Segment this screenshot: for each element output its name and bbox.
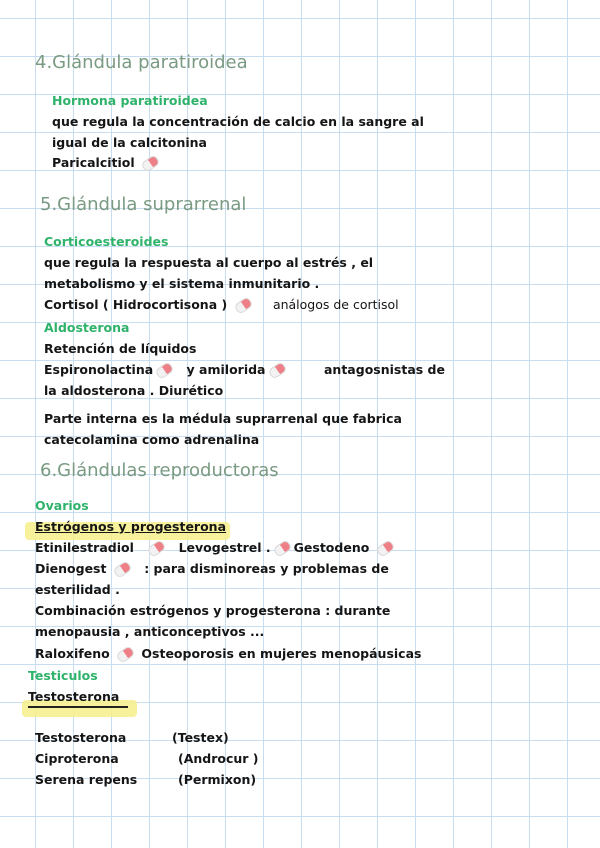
drug-name: Espironolactina <box>44 362 154 377</box>
text-line: metabolismo y el sistema inmunitario . <box>44 276 320 291</box>
drug-name: Raloxifeno <box>35 646 110 661</box>
text-line: menopausia , anticonceptivos ... <box>35 624 265 639</box>
table-name: Testosterona <box>35 730 127 745</box>
hormone-label: Testosterona <box>28 689 120 704</box>
organ-label: Testiculos <box>28 668 98 683</box>
text-note: Osteoporosis en mujeres menopáusicas <box>141 646 422 661</box>
hormone-label: Aldosterona <box>44 320 130 335</box>
drug-line <box>44 362 289 377</box>
hormone-label: Estrógenos y progesterona <box>35 519 227 534</box>
drug-name: Etinilestradiol <box>35 540 134 555</box>
section-title-reproductoras: 6.Glándulas reproductoras <box>40 460 279 481</box>
table-name: Ciproterona <box>35 751 119 766</box>
pill-icon <box>267 361 287 380</box>
drug-name: Cortisol ( Hidrocortisona ) <box>44 297 228 312</box>
drug-line <box>52 155 162 170</box>
hormone-label: Hormona paratiroidea <box>52 93 208 108</box>
text-line: catecolamina como adrenalina <box>44 432 260 447</box>
pill-icon <box>115 645 135 664</box>
text-line: igual de la calcitonina <box>52 135 207 150</box>
pill-icon <box>147 539 167 558</box>
pill-icon <box>155 361 175 380</box>
drug-line <box>35 646 421 661</box>
drug-name: Dienogest <box>35 561 107 576</box>
text-line: la aldosterona . Diurético <box>44 383 224 398</box>
underline <box>28 706 128 708</box>
drug-name: y amilorida <box>186 362 266 377</box>
drug-line <box>35 561 389 576</box>
section-title-suprarrenal: 5.Glándula suprarrenal <box>40 194 247 215</box>
pill-icon <box>233 296 253 315</box>
section-title-paratiroidea: 4.Glándula paratiroidea <box>35 52 248 73</box>
table-brand: (Testex) <box>172 730 229 745</box>
text-line: que regula la respuesta al cuerpo al estrés , el <box>44 255 374 270</box>
drug-line <box>35 540 397 555</box>
text-line: Retención de líquidos <box>44 341 197 356</box>
text-line: Combinación estrógenos y progesterona : durante <box>35 603 391 618</box>
drug-name: Gestodeno <box>293 540 370 555</box>
drug-name: Paricalcitiol <box>52 155 135 170</box>
hormone-label: Corticoesteroides <box>44 234 169 249</box>
table-brand: (Androcur ) <box>178 751 259 766</box>
pill-icon <box>272 539 292 558</box>
text-note: análogos de cortisol <box>272 297 399 312</box>
text-note: : para disminoreas y problemas de <box>144 561 389 576</box>
drug-name: Levogestrel . <box>178 540 271 555</box>
drug-line <box>44 297 399 312</box>
table-name: Serena repens <box>35 772 138 787</box>
text-line: esterilidad . <box>35 582 120 597</box>
pill-icon <box>112 560 132 579</box>
pill-icon <box>140 154 160 173</box>
table-brand: (Permixon) <box>178 772 257 787</box>
text-line: que regula la concentración de calcio en la sangre al <box>52 114 424 129</box>
pill-icon <box>375 539 395 558</box>
text-line: antagosnistas de <box>324 362 445 377</box>
text-line: Parte interna es la médula suprarrenal que fabrica <box>44 411 402 426</box>
organ-label: Ovarios <box>35 498 89 513</box>
